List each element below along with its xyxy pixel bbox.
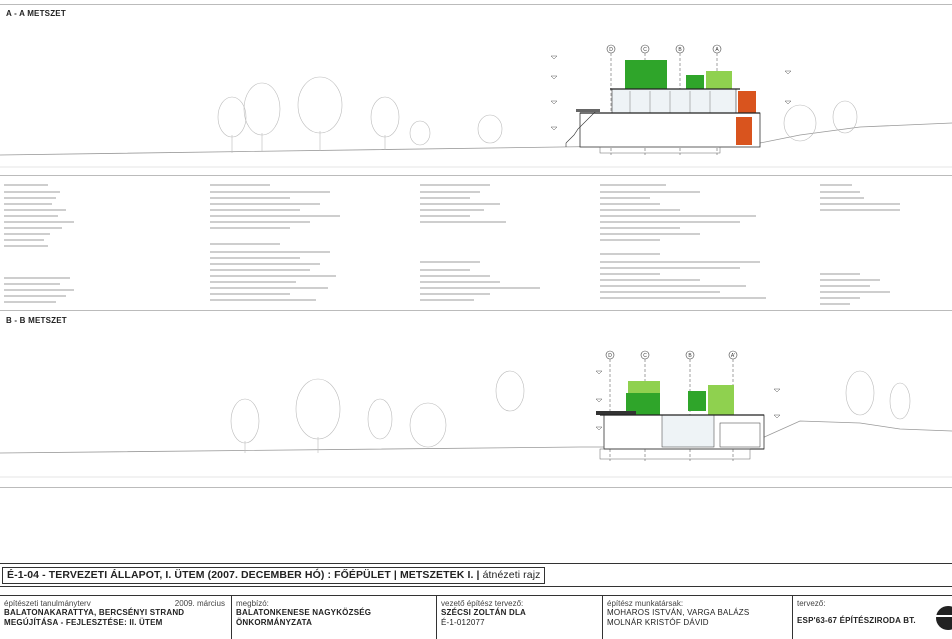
notes-lines — [0, 180, 952, 308]
lead-name: SZÉCSI ZOLTÁN DLA — [441, 608, 527, 617]
lead-id: É-1-012077 — [441, 618, 485, 627]
title-block — [0, 595, 952, 639]
section-a-drawing — [0, 5, 952, 175]
grid-marker: A' — [730, 353, 736, 359]
sheet-title-row — [0, 563, 952, 587]
staff-line-1: MOHAROS ISTVÁN, VARGA BALÁZS — [607, 608, 750, 617]
section-b-label: B - B METSZET — [6, 316, 67, 325]
grid-marker: B — [688, 353, 692, 359]
sheet-title-type: átnézeti rajz — [482, 569, 541, 581]
project-line-1: BALATONAKARATTYA, BERCSÉNYI STRAND — [4, 608, 185, 617]
lead-label: vezető építész tervező: — [441, 599, 524, 608]
sheet-title-code: É-1-04 - TERVEZETI ÁLLAPOT, I. ÜTEM (2007. DECEMBER HÓ) : FŐÉPÜLET | METSZETEK I. | — [7, 569, 480, 581]
section-b-drawing — [0, 311, 952, 487]
sheet-title — [2, 567, 545, 584]
grid-marker: B — [678, 47, 682, 53]
section-b-panel — [0, 310, 952, 488]
layer-notes — [0, 180, 952, 308]
project-cell — [0, 596, 232, 639]
grid-marker: C — [643, 47, 647, 53]
client-cell — [232, 596, 437, 639]
study-date: 2009. március — [174, 599, 225, 608]
client-line-1: BALATONKENESE NAGYKÖZSÉG — [236, 608, 372, 617]
lead-architect-cell — [437, 596, 603, 639]
designer-cell — [793, 596, 952, 639]
designer-label: tervező: — [797, 599, 826, 608]
staff-label: építész munkatársak: — [607, 599, 684, 608]
staff-line-2: MOLNÁR KRISTÓF DÁVID — [607, 618, 709, 627]
office-logo-icon — [936, 606, 952, 630]
client-line-2: ÖNKORMÁNYZATA — [236, 618, 313, 627]
grid-marker: C — [643, 353, 647, 359]
section-a-panel — [0, 4, 952, 176]
study-label: építészeti tanulmányterv — [4, 599, 91, 608]
section-a-label: A - A METSZET — [6, 9, 66, 18]
designer-name: ESP'63-67 ÉPÍTÉSZIRODA BT. — [797, 616, 916, 625]
project-line-2: MEGÚJÍTÁSA - FEJLESZTÉSE: II. ÜTEM — [4, 618, 163, 627]
client-label: megbízó: — [236, 599, 269, 608]
grid-marker: D — [608, 353, 612, 359]
grid-marker: A — [715, 47, 719, 53]
staff-cell — [603, 596, 793, 639]
grid-marker: D — [609, 47, 613, 53]
